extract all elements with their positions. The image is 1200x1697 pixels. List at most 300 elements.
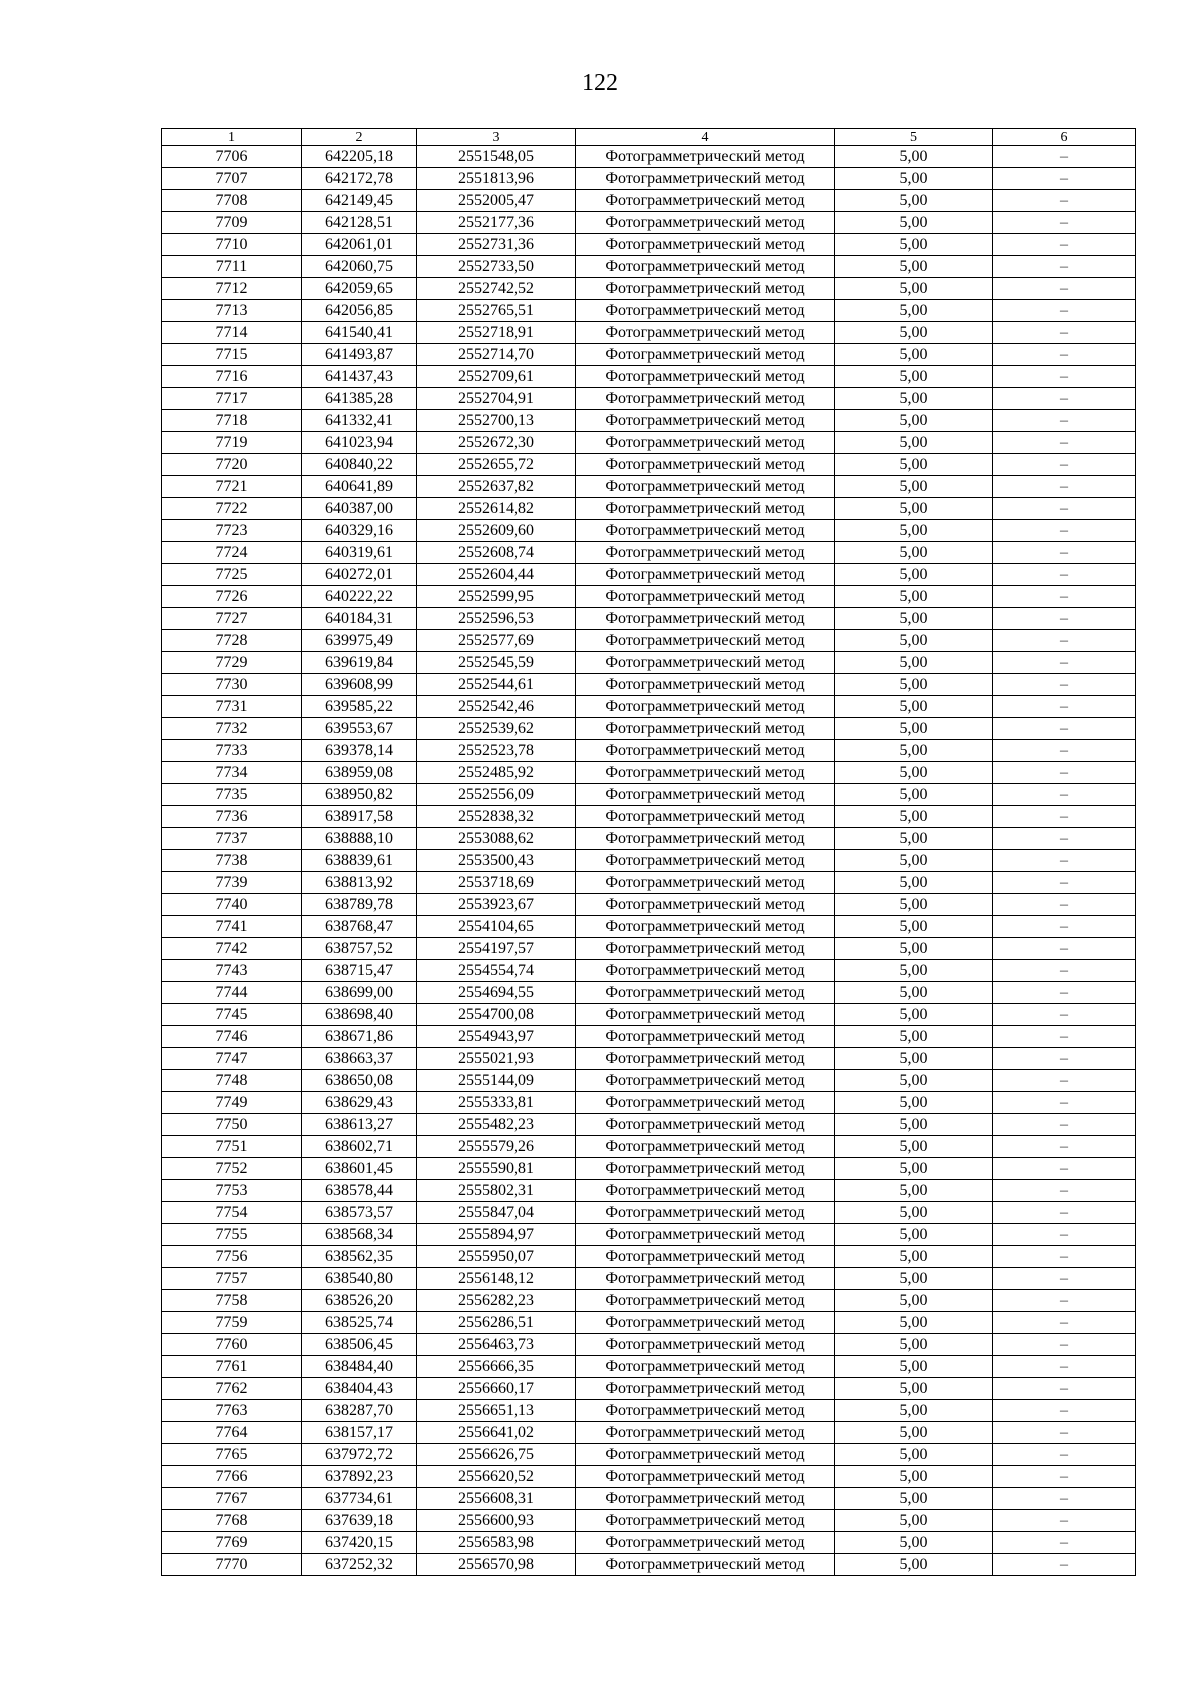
accuracy-cell: 5,00	[835, 1356, 993, 1378]
note-cell: –	[993, 696, 1136, 718]
x-coordinate-cell: 640184,31	[302, 608, 417, 630]
accuracy-cell: 5,00	[835, 1290, 993, 1312]
y-coordinate-cell: 2552838,32	[417, 806, 576, 828]
method-cell: Фотограмметрический метод	[576, 1136, 835, 1158]
y-coordinate-cell: 2552714,70	[417, 344, 576, 366]
note-cell: –	[993, 1268, 1136, 1290]
point-number-cell: 7715	[162, 344, 302, 366]
note-cell: –	[993, 146, 1136, 168]
method-cell: Фотограмметрический метод	[576, 1026, 835, 1048]
note-cell: –	[993, 1092, 1136, 1114]
accuracy-cell: 5,00	[835, 168, 993, 190]
table-row	[162, 652, 1136, 674]
y-coordinate-cell: 2553923,67	[417, 894, 576, 916]
y-coordinate-cell: 2552718,91	[417, 322, 576, 344]
point-number-cell: 7748	[162, 1070, 302, 1092]
point-number-cell: 7768	[162, 1510, 302, 1532]
note-cell: –	[993, 762, 1136, 784]
y-coordinate-cell: 2552604,44	[417, 564, 576, 586]
x-coordinate-cell: 638568,34	[302, 1224, 417, 1246]
note-cell: –	[993, 1532, 1136, 1554]
x-coordinate-cell: 638526,20	[302, 1290, 417, 1312]
x-coordinate-cell: 638287,70	[302, 1400, 417, 1422]
note-cell: –	[993, 718, 1136, 740]
x-coordinate-cell: 640840,22	[302, 454, 417, 476]
point-number-cell: 7769	[162, 1532, 302, 1554]
note-cell: –	[993, 850, 1136, 872]
note-cell: –	[993, 828, 1136, 850]
table-row	[162, 1510, 1136, 1532]
method-cell: Фотограмметрический метод	[576, 146, 835, 168]
point-number-cell: 7766	[162, 1466, 302, 1488]
y-coordinate-cell: 2556286,51	[417, 1312, 576, 1334]
accuracy-cell: 5,00	[835, 564, 993, 586]
y-coordinate-cell: 2552005,47	[417, 190, 576, 212]
y-coordinate-cell: 2552672,30	[417, 432, 576, 454]
table-row	[162, 454, 1136, 476]
note-cell: –	[993, 806, 1136, 828]
x-coordinate-cell: 638157,17	[302, 1422, 417, 1444]
accuracy-cell: 5,00	[835, 476, 993, 498]
table-row	[162, 1026, 1136, 1048]
point-number-cell: 7707	[162, 168, 302, 190]
method-cell: Фотограмметрический метод	[576, 1092, 835, 1114]
method-cell: Фотограмметрический метод	[576, 872, 835, 894]
x-coordinate-cell: 638768,47	[302, 916, 417, 938]
note-cell: –	[993, 520, 1136, 542]
table-row	[162, 1290, 1136, 1312]
x-coordinate-cell: 642128,51	[302, 212, 417, 234]
point-number-cell: 7741	[162, 916, 302, 938]
y-coordinate-cell: 2554694,55	[417, 982, 576, 1004]
column-header: 3	[417, 129, 576, 146]
point-number-cell: 7745	[162, 1004, 302, 1026]
y-coordinate-cell: 2552709,61	[417, 366, 576, 388]
y-coordinate-cell: 2552577,69	[417, 630, 576, 652]
y-coordinate-cell: 2554197,57	[417, 938, 576, 960]
x-coordinate-cell: 639608,99	[302, 674, 417, 696]
point-number-cell: 7746	[162, 1026, 302, 1048]
x-coordinate-cell: 642205,18	[302, 146, 417, 168]
x-coordinate-cell: 640222,22	[302, 586, 417, 608]
y-coordinate-cell: 2556583,98	[417, 1532, 576, 1554]
method-cell: Фотограмметрический метод	[576, 1400, 835, 1422]
column-header: 2	[302, 129, 417, 146]
accuracy-cell: 5,00	[835, 1268, 993, 1290]
table-row	[162, 806, 1136, 828]
accuracy-cell: 5,00	[835, 1444, 993, 1466]
point-number-cell: 7755	[162, 1224, 302, 1246]
method-cell: Фотограмметрический метод	[576, 212, 835, 234]
accuracy-cell: 5,00	[835, 278, 993, 300]
note-cell: –	[993, 234, 1136, 256]
table-row	[162, 828, 1136, 850]
y-coordinate-cell: 2552596,53	[417, 608, 576, 630]
y-coordinate-cell: 2555802,31	[417, 1180, 576, 1202]
table-row	[162, 674, 1136, 696]
point-number-cell: 7736	[162, 806, 302, 828]
table-row	[162, 498, 1136, 520]
y-coordinate-cell: 2556608,31	[417, 1488, 576, 1510]
x-coordinate-cell: 637639,18	[302, 1510, 417, 1532]
table-row	[162, 322, 1136, 344]
method-cell: Фотограмметрический метод	[576, 1048, 835, 1070]
point-number-cell: 7760	[162, 1334, 302, 1356]
table-row	[162, 696, 1136, 718]
table-row	[162, 1554, 1136, 1576]
method-cell: Фотограмметрический метод	[576, 1114, 835, 1136]
method-cell: Фотограмметрический метод	[576, 1312, 835, 1334]
accuracy-cell: 5,00	[835, 498, 993, 520]
x-coordinate-cell: 642060,75	[302, 256, 417, 278]
x-coordinate-cell: 639553,67	[302, 718, 417, 740]
table-row	[162, 1224, 1136, 1246]
method-cell: Фотограмметрический метод	[576, 960, 835, 982]
accuracy-cell: 5,00	[835, 432, 993, 454]
method-cell: Фотограмметрический метод	[576, 784, 835, 806]
y-coordinate-cell: 2556282,23	[417, 1290, 576, 1312]
point-number-cell: 7732	[162, 718, 302, 740]
note-cell: –	[993, 366, 1136, 388]
accuracy-cell: 5,00	[835, 1246, 993, 1268]
point-number-cell: 7759	[162, 1312, 302, 1334]
x-coordinate-cell: 638404,43	[302, 1378, 417, 1400]
table-row	[162, 1488, 1136, 1510]
point-number-cell: 7750	[162, 1114, 302, 1136]
x-coordinate-cell: 637420,15	[302, 1532, 417, 1554]
method-cell: Фотограмметрический метод	[576, 1246, 835, 1268]
x-coordinate-cell: 642056,85	[302, 300, 417, 322]
x-coordinate-cell: 641385,28	[302, 388, 417, 410]
y-coordinate-cell: 2555894,97	[417, 1224, 576, 1246]
method-cell: Фотограмметрический метод	[576, 322, 835, 344]
method-cell: Фотограмметрический метод	[576, 718, 835, 740]
table-row	[162, 278, 1136, 300]
point-number-cell: 7757	[162, 1268, 302, 1290]
table-row	[162, 718, 1136, 740]
accuracy-cell: 5,00	[835, 300, 993, 322]
method-cell: Фотограмметрический метод	[576, 1070, 835, 1092]
point-number-cell: 7733	[162, 740, 302, 762]
table-row	[162, 960, 1136, 982]
x-coordinate-cell: 638671,86	[302, 1026, 417, 1048]
point-number-cell: 7708	[162, 190, 302, 212]
method-cell: Фотограмметрический метод	[576, 1268, 835, 1290]
x-coordinate-cell: 640641,89	[302, 476, 417, 498]
point-number-cell: 7761	[162, 1356, 302, 1378]
y-coordinate-cell: 2555950,07	[417, 1246, 576, 1268]
accuracy-cell: 5,00	[835, 1092, 993, 1114]
x-coordinate-cell: 638813,92	[302, 872, 417, 894]
y-coordinate-cell: 2552700,13	[417, 410, 576, 432]
accuracy-cell: 5,00	[835, 146, 993, 168]
note-cell: –	[993, 498, 1136, 520]
point-number-cell: 7758	[162, 1290, 302, 1312]
x-coordinate-cell: 641332,41	[302, 410, 417, 432]
accuracy-cell: 5,00	[835, 586, 993, 608]
note-cell: –	[993, 1444, 1136, 1466]
method-cell: Фотограмметрический метод	[576, 1422, 835, 1444]
x-coordinate-cell: 638699,00	[302, 982, 417, 1004]
accuracy-cell: 5,00	[835, 520, 993, 542]
accuracy-cell: 5,00	[835, 1510, 993, 1532]
method-cell: Фотограмметрический метод	[576, 1444, 835, 1466]
table-row	[162, 1114, 1136, 1136]
x-coordinate-cell: 640319,61	[302, 542, 417, 564]
x-coordinate-cell: 638629,43	[302, 1092, 417, 1114]
x-coordinate-cell: 638698,40	[302, 1004, 417, 1026]
point-number-cell: 7764	[162, 1422, 302, 1444]
accuracy-cell: 5,00	[835, 190, 993, 212]
column-header: 4	[576, 129, 835, 146]
accuracy-cell: 5,00	[835, 1114, 993, 1136]
note-cell: –	[993, 1004, 1136, 1026]
note-cell: –	[993, 1356, 1136, 1378]
note-cell: –	[993, 1070, 1136, 1092]
point-number-cell: 7742	[162, 938, 302, 960]
y-coordinate-cell: 2555021,93	[417, 1048, 576, 1070]
x-coordinate-cell: 637892,23	[302, 1466, 417, 1488]
point-number-cell: 7739	[162, 872, 302, 894]
table-row	[162, 344, 1136, 366]
note-cell: –	[993, 872, 1136, 894]
point-number-cell: 7727	[162, 608, 302, 630]
y-coordinate-cell: 2552742,52	[417, 278, 576, 300]
method-cell: Фотограмметрический метод	[576, 344, 835, 366]
method-cell: Фотограмметрический метод	[576, 762, 835, 784]
accuracy-cell: 5,00	[835, 1312, 993, 1334]
x-coordinate-cell: 638715,47	[302, 960, 417, 982]
method-cell: Фотограмметрический метод	[576, 190, 835, 212]
y-coordinate-cell: 2555482,23	[417, 1114, 576, 1136]
accuracy-cell: 5,00	[835, 410, 993, 432]
point-number-cell: 7712	[162, 278, 302, 300]
note-cell: –	[993, 1290, 1136, 1312]
header-row	[162, 129, 1136, 146]
x-coordinate-cell: 638950,82	[302, 784, 417, 806]
y-coordinate-cell: 2555590,81	[417, 1158, 576, 1180]
accuracy-cell: 5,00	[835, 718, 993, 740]
x-coordinate-cell: 638888,10	[302, 828, 417, 850]
y-coordinate-cell: 2554700,08	[417, 1004, 576, 1026]
x-coordinate-cell: 638917,58	[302, 806, 417, 828]
y-coordinate-cell: 2552485,92	[417, 762, 576, 784]
table-row	[162, 1400, 1136, 1422]
table-row	[162, 916, 1136, 938]
point-number-cell: 7754	[162, 1202, 302, 1224]
table-row	[162, 1158, 1136, 1180]
x-coordinate-cell: 637734,61	[302, 1488, 417, 1510]
x-coordinate-cell: 639975,49	[302, 630, 417, 652]
y-coordinate-cell: 2556660,17	[417, 1378, 576, 1400]
note-cell: –	[993, 300, 1136, 322]
table-row	[162, 1048, 1136, 1070]
note-cell: –	[993, 1378, 1136, 1400]
x-coordinate-cell: 638562,35	[302, 1246, 417, 1268]
table-row	[162, 1004, 1136, 1026]
y-coordinate-cell: 2554554,74	[417, 960, 576, 982]
note-cell: –	[993, 1466, 1136, 1488]
table-row	[162, 982, 1136, 1004]
method-cell: Фотограмметрический метод	[576, 1488, 835, 1510]
method-cell: Фотограмметрический метод	[576, 630, 835, 652]
point-number-cell: 7710	[162, 234, 302, 256]
method-cell: Фотограмметрический метод	[576, 366, 835, 388]
y-coordinate-cell: 2552655,72	[417, 454, 576, 476]
x-coordinate-cell: 638663,37	[302, 1048, 417, 1070]
y-coordinate-cell: 2552731,36	[417, 234, 576, 256]
x-coordinate-cell: 640387,00	[302, 498, 417, 520]
accuracy-cell: 5,00	[835, 828, 993, 850]
y-coordinate-cell: 2556620,52	[417, 1466, 576, 1488]
point-number-cell: 7725	[162, 564, 302, 586]
point-number-cell: 7756	[162, 1246, 302, 1268]
x-coordinate-cell: 642059,65	[302, 278, 417, 300]
note-cell: –	[993, 1422, 1136, 1444]
accuracy-cell: 5,00	[835, 1026, 993, 1048]
x-coordinate-cell: 638573,57	[302, 1202, 417, 1224]
note-cell: –	[993, 322, 1136, 344]
note-cell: –	[993, 1312, 1136, 1334]
accuracy-cell: 5,00	[835, 674, 993, 696]
note-cell: –	[993, 1114, 1136, 1136]
note-cell: –	[993, 1180, 1136, 1202]
table-row	[162, 1180, 1136, 1202]
method-cell: Фотограмметрический метод	[576, 278, 835, 300]
note-cell: –	[993, 256, 1136, 278]
y-coordinate-cell: 2552177,36	[417, 212, 576, 234]
column-header: 5	[835, 129, 993, 146]
point-number-cell: 7735	[162, 784, 302, 806]
method-cell: Фотограмметрический метод	[576, 1158, 835, 1180]
note-cell: –	[993, 1488, 1136, 1510]
y-coordinate-cell: 2552733,50	[417, 256, 576, 278]
method-cell: Фотограмметрический метод	[576, 696, 835, 718]
x-coordinate-cell: 638525,74	[302, 1312, 417, 1334]
method-cell: Фотограмметрический метод	[576, 938, 835, 960]
point-number-cell: 7726	[162, 586, 302, 608]
table-row	[162, 740, 1136, 762]
x-coordinate-cell: 642172,78	[302, 168, 417, 190]
point-number-cell: 7734	[162, 762, 302, 784]
table-row	[162, 1246, 1136, 1268]
note-cell: –	[993, 1334, 1136, 1356]
y-coordinate-cell: 2552765,51	[417, 300, 576, 322]
method-cell: Фотограмметрический метод	[576, 234, 835, 256]
method-cell: Фотограмметрический метод	[576, 608, 835, 630]
method-cell: Фотограмметрический метод	[576, 674, 835, 696]
method-cell: Фотограмметрический метод	[576, 828, 835, 850]
table-row	[162, 410, 1136, 432]
table-row	[162, 1532, 1136, 1554]
method-cell: Фотограмметрический метод	[576, 1554, 835, 1576]
column-header: 6	[993, 129, 1136, 146]
table-row	[162, 432, 1136, 454]
x-coordinate-cell: 641493,87	[302, 344, 417, 366]
note-cell: –	[993, 190, 1136, 212]
x-coordinate-cell: 638601,45	[302, 1158, 417, 1180]
method-cell: Фотограмметрический метод	[576, 894, 835, 916]
method-cell: Фотограмметрический метод	[576, 454, 835, 476]
accuracy-cell: 5,00	[835, 1334, 993, 1356]
point-number-cell: 7713	[162, 300, 302, 322]
accuracy-cell: 5,00	[835, 454, 993, 476]
y-coordinate-cell: 2552637,82	[417, 476, 576, 498]
point-number-cell: 7731	[162, 696, 302, 718]
accuracy-cell: 5,00	[835, 894, 993, 916]
y-coordinate-cell: 2552545,59	[417, 652, 576, 674]
method-cell: Фотограмметрический метод	[576, 520, 835, 542]
x-coordinate-cell: 640272,01	[302, 564, 417, 586]
y-coordinate-cell: 2553500,43	[417, 850, 576, 872]
y-coordinate-cell: 2555333,81	[417, 1092, 576, 1114]
note-cell: –	[993, 1510, 1136, 1532]
y-coordinate-cell: 2552544,61	[417, 674, 576, 696]
accuracy-cell: 5,00	[835, 762, 993, 784]
accuracy-cell: 5,00	[835, 1048, 993, 1070]
table-row	[162, 1092, 1136, 1114]
note-cell: –	[993, 1136, 1136, 1158]
method-cell: Фотограмметрический метод	[576, 476, 835, 498]
accuracy-cell: 5,00	[835, 1422, 993, 1444]
note-cell: –	[993, 476, 1136, 498]
method-cell: Фотограмметрический метод	[576, 1004, 835, 1026]
table-row	[162, 1202, 1136, 1224]
x-coordinate-cell: 638506,45	[302, 1334, 417, 1356]
accuracy-cell: 5,00	[835, 1004, 993, 1026]
table-row	[162, 938, 1136, 960]
point-number-cell: 7744	[162, 982, 302, 1004]
point-number-cell: 7720	[162, 454, 302, 476]
accuracy-cell: 5,00	[835, 1378, 993, 1400]
point-number-cell: 7762	[162, 1378, 302, 1400]
table-row	[162, 850, 1136, 872]
method-cell: Фотограмметрический метод	[576, 850, 835, 872]
y-coordinate-cell: 2553088,62	[417, 828, 576, 850]
accuracy-cell: 5,00	[835, 234, 993, 256]
y-coordinate-cell: 2552523,78	[417, 740, 576, 762]
y-coordinate-cell: 2556666,35	[417, 1356, 576, 1378]
x-coordinate-cell: 637972,72	[302, 1444, 417, 1466]
note-cell: –	[993, 432, 1136, 454]
note-cell: –	[993, 784, 1136, 806]
x-coordinate-cell: 638959,08	[302, 762, 417, 784]
point-number-cell: 7724	[162, 542, 302, 564]
method-cell: Фотограмметрический метод	[576, 256, 835, 278]
coordinates-table	[161, 128, 1136, 1576]
point-number-cell: 7711	[162, 256, 302, 278]
table-row	[162, 256, 1136, 278]
y-coordinate-cell: 2555144,09	[417, 1070, 576, 1092]
y-coordinate-cell: 2552599,95	[417, 586, 576, 608]
point-number-cell: 7716	[162, 366, 302, 388]
accuracy-cell: 5,00	[835, 1488, 993, 1510]
method-cell: Фотограмметрический метод	[576, 1202, 835, 1224]
accuracy-cell: 5,00	[835, 630, 993, 652]
x-coordinate-cell: 639378,14	[302, 740, 417, 762]
point-number-cell: 7730	[162, 674, 302, 696]
note-cell: –	[993, 1202, 1136, 1224]
y-coordinate-cell: 2556626,75	[417, 1444, 576, 1466]
y-coordinate-cell: 2556148,12	[417, 1268, 576, 1290]
note-cell: –	[993, 938, 1136, 960]
x-coordinate-cell: 638613,27	[302, 1114, 417, 1136]
table-row	[162, 1268, 1136, 1290]
accuracy-cell: 5,00	[835, 1158, 993, 1180]
accuracy-cell: 5,00	[835, 696, 993, 718]
point-number-cell: 7723	[162, 520, 302, 542]
note-cell: –	[993, 344, 1136, 366]
